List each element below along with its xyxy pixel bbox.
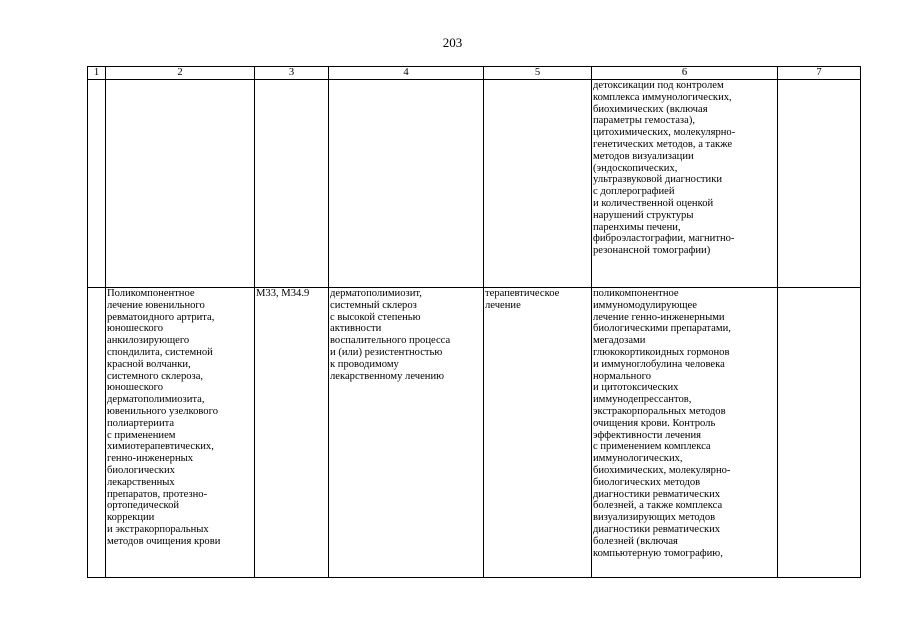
header-row	[88, 67, 861, 80]
page-number: 203	[442, 35, 463, 50]
column-header-6: 6	[592, 67, 778, 80]
cell-text: терапевтическое лечение	[485, 288, 560, 311]
cell-text: Поликомпонентное лечение ювенильного ревматоидного артрита, юношеского анкилозирующего спондилита, системной красной волчанки, системного склероза, юношеского дерматополимиозита, ювенильного узелкового полиартериита с применением химиотерапевтических, генно-инженерных биологических лекарственных препаратов, протезно- ортопедической коррекции и экстракорпоральных методов очищения крови	[107, 288, 221, 547]
column-header-1: 1	[88, 67, 106, 80]
cell-text: поликомпонентное иммуномодулирующее лечение генно-инженерными биологическими препаратами, мегадозами глюкокортикоидных гормонов и иммуноглобулина человека нормального и цитотоксических иммунодепрессантов, экстракорпоральных методов очищения крови. Контроль эффективности лечения с применением комплекса иммунологических, биохимических, молекулярно- биологических методов диагностики ревматических болезней, а также комплекса визуализирующих методов диагностики ревматических болезней (включая компьютерную томографию,	[593, 288, 731, 559]
cell-col2	[106, 288, 255, 578]
cell-col4	[329, 80, 484, 288]
column-header-3: 3	[255, 67, 329, 80]
table-row	[88, 80, 861, 288]
cell-col2	[106, 80, 255, 288]
cell-col5	[484, 288, 592, 578]
cell-col5	[484, 80, 592, 288]
cell-col4	[329, 288, 484, 578]
cell-col7	[778, 80, 861, 288]
cell-col3	[255, 80, 329, 288]
cell-col3	[255, 288, 329, 578]
column-header-2: 2	[106, 67, 255, 80]
table-row	[88, 288, 861, 578]
column-header-5: 5	[484, 67, 592, 80]
cell-col1	[88, 80, 106, 288]
cell-col7	[778, 288, 861, 578]
column-header-4: 4	[329, 67, 484, 80]
cell-text: дерматополимиозит, системный склероз с высокой степенью активности воспалительного процесса и (или) резистентностью к проводимому лекарственному лечению	[330, 288, 451, 382]
cell-text: детоксикации под контролем комплекса иммунологических, биохимических (включая параметры гемостаза), цитохимических, молекулярно- генетических методов, а также методов визуализации (эндоскопических, ультразвуковой диагностики с доплерографией и количественной оценкой нарушений структуры паренхимы печени, фиброэластографии, магнитно- резонансной томографии)	[593, 80, 736, 257]
cell-col6	[592, 288, 778, 578]
cell-text: M33, M34.9	[256, 288, 310, 299]
column-header-7: 7	[778, 67, 861, 80]
procedures-table	[87, 66, 861, 578]
cell-col1	[88, 288, 106, 578]
cell-col6	[592, 80, 778, 288]
